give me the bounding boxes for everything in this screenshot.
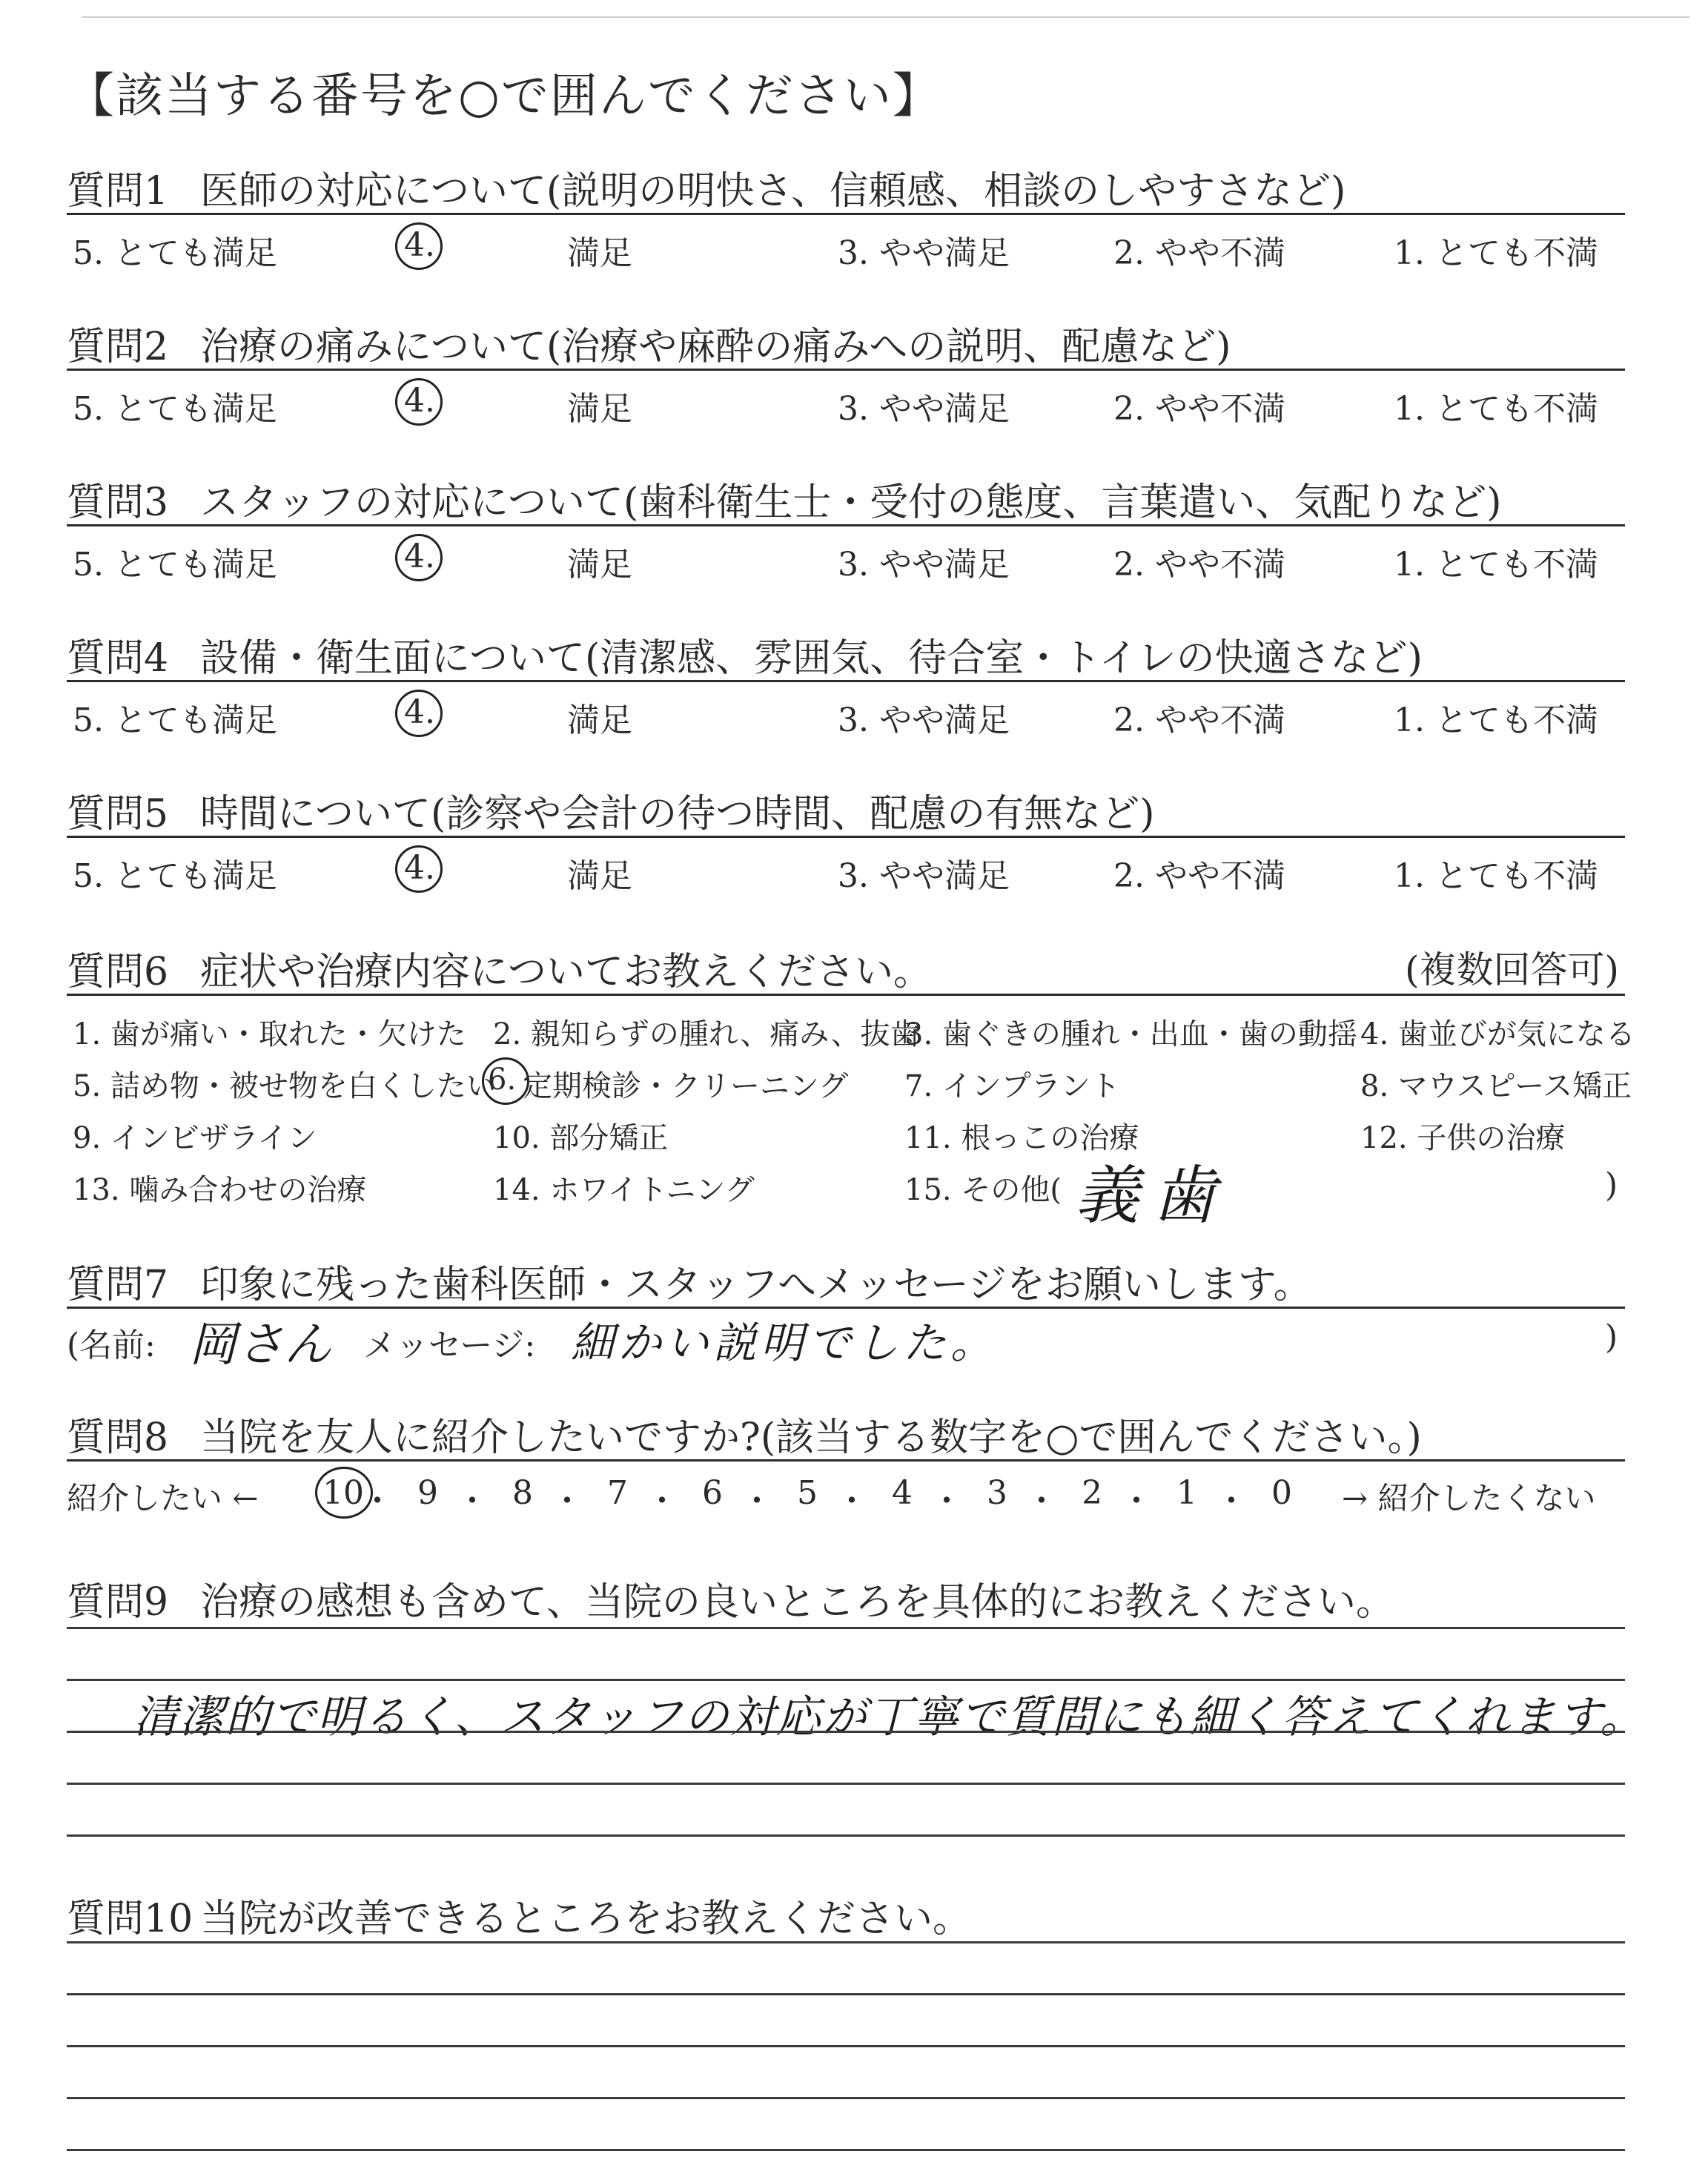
answer-line: [67, 1783, 1625, 1785]
answer-line: [67, 1834, 1625, 1837]
rating-option-4-number[interactable]: 4.: [404, 693, 435, 731]
recommend-score-6[interactable]: 6: [702, 1474, 723, 1512]
question-text: 時間について(診察や会計の待つ時間、配慮の有無など): [200, 792, 1155, 836]
question-title: [67, 940, 932, 996]
recommend-score-5[interactable]: 5: [797, 1474, 818, 1512]
answer-line: [67, 1679, 1625, 1681]
scale-separator: ・: [835, 1482, 868, 1520]
question-title: [67, 1887, 971, 1943]
good-points-handwriting[interactable]: 清潔的で明るく、スタッフの対応が丁寧で質問にも細く答えてくれます。: [133, 1691, 1646, 1743]
treatment-option-7[interactable]: 7. インプラント: [904, 1069, 1120, 1103]
recommend-score-3[interactable]: 3: [987, 1474, 1007, 1512]
rating-option-4[interactable]: 満足: [567, 701, 632, 739]
question-underline: [67, 680, 1625, 682]
question-number: 質問6: [67, 950, 169, 994]
treatment-option-6-number[interactable]: 6.: [488, 1063, 517, 1097]
scale-separator: ・: [646, 1482, 678, 1520]
rating-option-3[interactable]: 3. やや満足: [838, 857, 1010, 895]
rating-option-2[interactable]: 2. やや不満: [1113, 234, 1285, 272]
question-title: [67, 627, 1423, 682]
scale-separator: ・: [930, 1482, 963, 1520]
treatment-option-8[interactable]: 8. マウスピース矯正: [1360, 1069, 1632, 1103]
question-title: [67, 1571, 1394, 1626]
question-title: [67, 782, 1155, 838]
treatment-option-4[interactable]: 4. 歯並びが気になる: [1360, 1017, 1635, 1051]
question-1: [67, 159, 1623, 308]
rating-option-3[interactable]: 3. やや満足: [838, 701, 1010, 739]
instruction-heading: 【該当する番号を○で囲んでください】: [67, 69, 941, 124]
question-text: 症状や治療内容についてお教えください。: [200, 950, 932, 994]
rating-option-4-number[interactable]: 4.: [404, 538, 435, 575]
question-text: 治療の感想も含めて、当院の良いところを具体的にお教えください。: [200, 1580, 1394, 1625]
question-text: スタッフの対応について(歯科衛生士・受付の態度、言葉遣い、気配りなど): [200, 480, 1502, 525]
question-number: 質問7: [67, 1263, 169, 1307]
question-underline: [67, 1459, 1625, 1462]
treatment-option-1[interactable]: 1. 歯が痛い・取れた・欠けた: [73, 1017, 466, 1051]
recommend-score-4[interactable]: 4: [892, 1474, 913, 1512]
answer-line: [67, 1627, 1625, 1629]
question-underline: [67, 836, 1625, 838]
question-title: [67, 1253, 1312, 1309]
rating-option-1[interactable]: 1. とても不満: [1394, 857, 1598, 895]
rating-option-4-number[interactable]: 4.: [404, 382, 435, 420]
question-title: [67, 315, 1231, 371]
recommend-score-1[interactable]: 1: [1176, 1474, 1197, 1512]
scale-separator: ・: [1120, 1482, 1153, 1520]
question-4: [67, 627, 1623, 775]
rating-option-1[interactable]: 1. とても不満: [1394, 390, 1598, 428]
question-number: 質問3: [67, 480, 169, 525]
question-text: 治療の痛みについて(治療や麻酔の痛みへの説明、配慮など): [200, 325, 1231, 369]
question-title: [67, 471, 1502, 526]
question-underline: [67, 524, 1625, 526]
treatment-option-3[interactable]: 3. 歯ぐきの腫れ・出血・歯の動揺: [904, 1017, 1357, 1051]
treatment-option-10[interactable]: 10. 部分矯正: [493, 1121, 669, 1155]
recommend-score-8[interactable]: 8: [512, 1474, 533, 1512]
rating-option-2[interactable]: 2. やや不満: [1113, 857, 1285, 895]
rating-option-1[interactable]: 1. とても不満: [1394, 234, 1598, 272]
treatment-option-9[interactable]: 9. インビザライン: [73, 1121, 317, 1155]
rating-option-4-number[interactable]: 4.: [404, 849, 435, 887]
rating-option-1[interactable]: 1. とても不満: [1394, 701, 1598, 739]
rating-option-2[interactable]: 2. やや不満: [1113, 390, 1285, 428]
treatment-option-13[interactable]: 13. 噛み合わせの治療: [73, 1173, 367, 1207]
question-number: 質問5: [67, 792, 169, 836]
question-number: 質問1: [67, 169, 169, 214]
name-handwriting[interactable]: 岡さん: [189, 1318, 331, 1373]
rating-option-3[interactable]: 3. やや満足: [838, 234, 1010, 272]
question-number: 質問9: [67, 1580, 169, 1625]
answer-line: [67, 1731, 1625, 1733]
rating-option-4[interactable]: 満足: [567, 857, 632, 895]
question-underline: [67, 369, 1625, 371]
question-9: [67, 1571, 1623, 1625]
closing-paren: ): [1605, 1166, 1618, 1204]
recommend-right-label: → 紹介したくない: [1342, 1480, 1596, 1516]
answer-line: [67, 1941, 1625, 1943]
treatment-option-15[interactable]: 15. その他(: [904, 1173, 1062, 1207]
question-title: [67, 159, 1345, 215]
page-top-border: [82, 16, 1690, 18]
question-text: 設備・衛生面について(清潔感、雰囲気、待合室・トイレの快適さなど): [200, 636, 1423, 681]
recommend-score-0[interactable]: 0: [1271, 1474, 1292, 1512]
other-answer-handwriting[interactable]: 義歯: [1075, 1159, 1229, 1233]
scale-separator: ・: [741, 1482, 773, 1520]
rating-option-4[interactable]: 満足: [567, 390, 632, 428]
rating-option-3[interactable]: 3. やや満足: [838, 390, 1010, 428]
scale-separator: ・: [456, 1482, 489, 1520]
treatment-option-12[interactable]: 12. 子供の治療: [1360, 1121, 1566, 1155]
message-label: メッセージ:: [363, 1327, 536, 1364]
rating-option-1[interactable]: 1. とても不満: [1394, 546, 1598, 584]
answer-line: [67, 1993, 1625, 1995]
rating-option-2[interactable]: 2. やや不満: [1113, 701, 1285, 739]
recommend-score-7[interactable]: 7: [607, 1474, 628, 1512]
rating-option-5[interactable]: 5. とても満足: [73, 390, 277, 428]
question-text: 当院を友人に紹介したいですか?(該当する数字を○で囲んでください。): [200, 1416, 1422, 1460]
scale-separator: ・: [1215, 1482, 1248, 1520]
question-8: [67, 1406, 1623, 1525]
rating-option-5[interactable]: 5. とても満足: [73, 234, 277, 272]
rating-option-3[interactable]: 3. やや満足: [838, 546, 1010, 584]
rating-option-5[interactable]: 5. とても満足: [73, 701, 277, 739]
recommend-left-label: 紹介したい ←: [67, 1480, 259, 1516]
question-3: [67, 471, 1623, 619]
question-5: [67, 782, 1623, 931]
question-text: 当院が改善できるところをお教えください。: [200, 1897, 972, 1941]
recommend-score-9[interactable]: 9: [417, 1474, 438, 1512]
treatment-option-6[interactable]: 定期検診・クリーニング: [523, 1069, 849, 1103]
treatment-option-11[interactable]: 11. 根っこの治療: [904, 1121, 1139, 1155]
multiple-answers-note: (複数回答可): [1404, 948, 1619, 991]
question-number: 質問10: [67, 1897, 193, 1941]
question-text: 印象に残った歯科医師・スタッフへメッセージをお願いします。: [200, 1263, 1312, 1307]
answer-line: [67, 2149, 1625, 2151]
rating-option-4[interactable]: 満足: [567, 234, 632, 272]
question-6: [67, 940, 1635, 1237]
treatment-option-5[interactable]: 5. 詰め物・被せ物を白くしたい: [73, 1069, 496, 1103]
recommend-score-10[interactable]: 10: [322, 1474, 364, 1512]
rating-option-4-number[interactable]: 4.: [404, 226, 435, 264]
scale-separator: ・: [1025, 1482, 1058, 1520]
answer-line: [67, 2097, 1625, 2099]
question-10: [67, 1887, 1623, 1939]
question-2: [67, 315, 1623, 463]
treatment-option-2[interactable]: 2. 親知らずの腫れ、痛み、抜歯: [493, 1017, 920, 1051]
question-number: 質問4: [67, 636, 169, 681]
scale-separator: ・: [551, 1482, 583, 1520]
rating-option-5[interactable]: 5. とても満足: [73, 546, 277, 584]
question-underline: [67, 994, 1625, 996]
question-7: [67, 1253, 1623, 1372]
question-underline: [67, 213, 1625, 215]
name-label: (名前:: [67, 1327, 156, 1364]
rating-option-4[interactable]: 満足: [567, 546, 632, 584]
message-handwriting[interactable]: 細かい説明でした。: [571, 1318, 999, 1368]
closing-paren: ): [1605, 1318, 1618, 1356]
question-number: 質問2: [67, 325, 169, 369]
question-number: 質問8: [67, 1416, 169, 1460]
treatment-option-14[interactable]: 14. ホワイトニング: [493, 1173, 755, 1207]
scale-separator: ・: [361, 1482, 394, 1520]
question-text: 医師の対応について(説明の明快さ、信頼感、相談のしやすさなど): [200, 169, 1346, 214]
rating-option-2[interactable]: 2. やや不満: [1113, 546, 1285, 584]
rating-option-5[interactable]: 5. とても満足: [73, 857, 277, 895]
question-title: [67, 1406, 1422, 1462]
recommend-score-2[interactable]: 2: [1082, 1474, 1102, 1512]
answer-line: [67, 2045, 1625, 2047]
